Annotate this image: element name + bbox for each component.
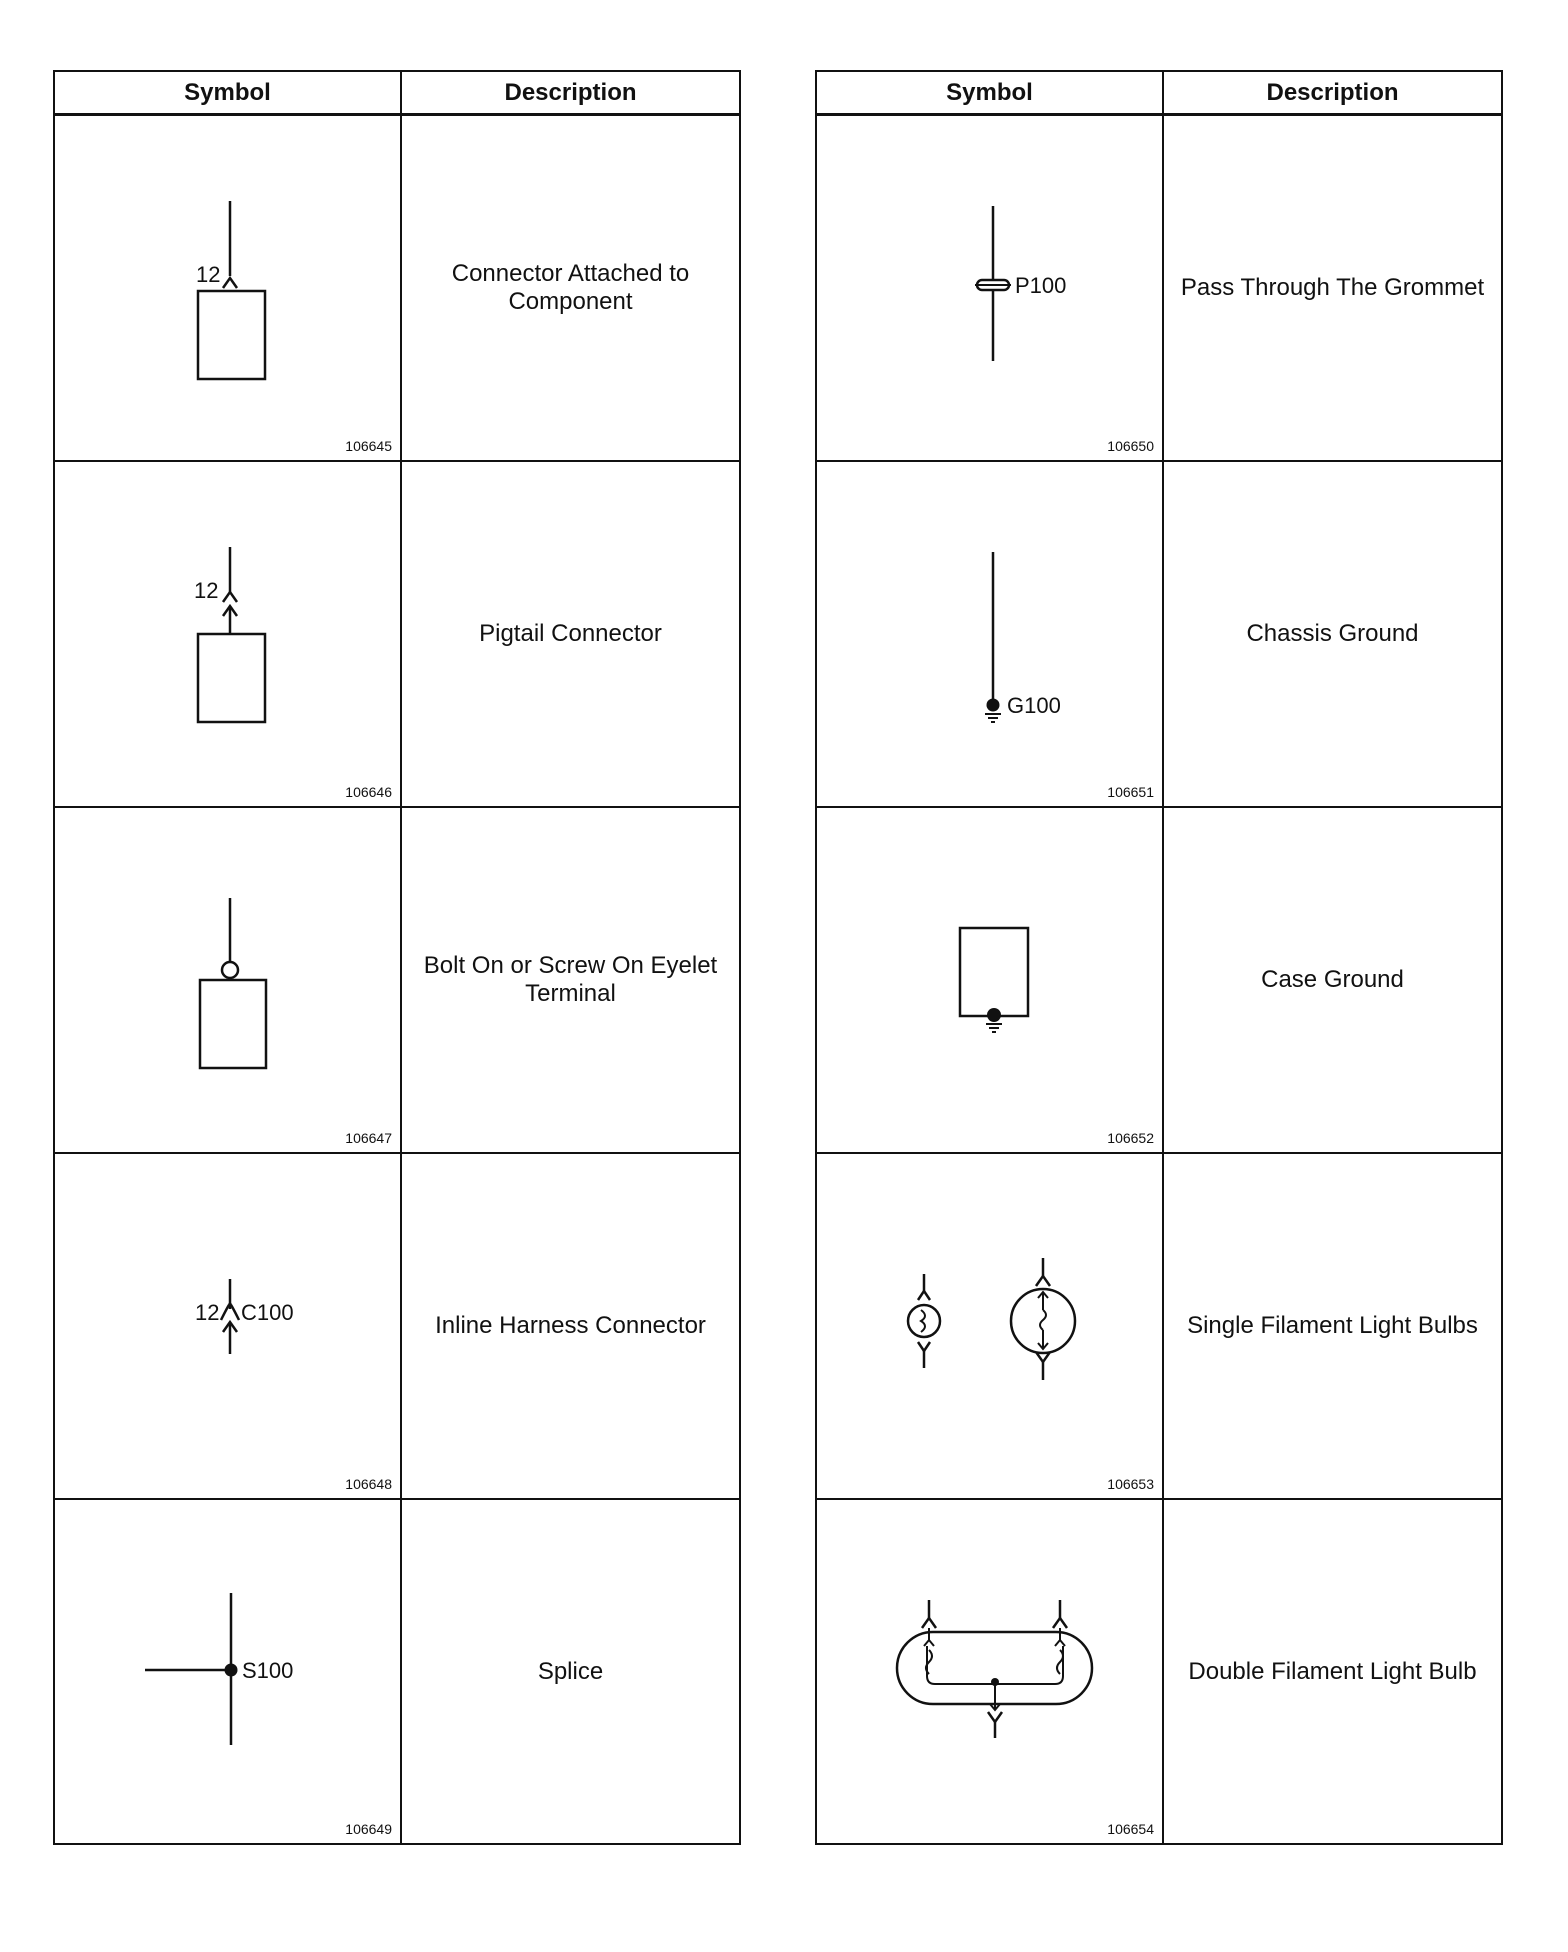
ground-label: G100 [1007, 693, 1061, 718]
figure-code: 106654 [1107, 1821, 1154, 1837]
pin-label: 12 [194, 578, 219, 603]
symbol-cell [817, 462, 1164, 806]
single-filament-bulbs-symbol [817, 1154, 1162, 1498]
symbol-cell [55, 808, 402, 1152]
description-cell: Splice [537, 1657, 604, 1685]
table-row [55, 1154, 739, 1500]
connector-label: C100 [241, 1300, 294, 1325]
table-row [55, 1500, 739, 1843]
splice-label: S100 [242, 1658, 294, 1683]
table-row [817, 116, 1501, 462]
double-filament-bulb-symbol [817, 1500, 1162, 1843]
symbol-cell [817, 1154, 1164, 1498]
symbol-header: Symbol [55, 72, 402, 113]
symbol-cell [817, 1500, 1164, 1843]
figure-code: 106652 [1107, 1130, 1154, 1146]
table-row [817, 808, 1501, 1154]
description-header: Description [504, 78, 637, 106]
connector-attached-symbol [55, 116, 400, 460]
description-cell: Case Ground [1261, 966, 1404, 993]
symbol-cell [55, 462, 402, 806]
grommet-symbol [817, 116, 1162, 460]
description-header: Description [1266, 78, 1399, 106]
table-row [817, 462, 1501, 808]
symbol-cell [817, 116, 1164, 460]
table-row [55, 462, 739, 808]
table-header [817, 72, 1501, 116]
splice-symbol [55, 1500, 400, 1843]
table-row [817, 1500, 1501, 1843]
chassis-ground-symbol [817, 462, 1162, 806]
table-row [55, 116, 739, 462]
pin-label: 12 [195, 1300, 220, 1325]
symbol-cell [55, 1154, 402, 1498]
symbol-cell [55, 116, 402, 460]
case-ground-symbol [817, 808, 1162, 1152]
description-cell: Bolt On or Screw On Eyelet Terminal [423, 952, 718, 1007]
table-header [55, 72, 739, 116]
figure-code: 106650 [1107, 438, 1154, 454]
figure-code: 106645 [345, 438, 392, 454]
inline-harness-connector-symbol [55, 1154, 400, 1498]
grommet-label: P100 [1015, 273, 1067, 298]
symbol-cell [817, 808, 1164, 1152]
description-cell: Inline Harness Connector [435, 1312, 706, 1339]
symbol-cell [55, 1500, 402, 1843]
left-symbol-table [53, 70, 741, 1845]
symbol-header: Symbol [817, 72, 1164, 113]
figure-code: 106648 [345, 1476, 392, 1492]
description-cell: Pigtail Connector [479, 620, 662, 647]
pin-label: 12 [196, 262, 221, 287]
figure-code: 106646 [345, 784, 392, 800]
description-cell: Double Filament Light Bulb [1188, 1657, 1477, 1685]
description-cell: Single Filament Light Bulbs [1187, 1312, 1478, 1339]
description-cell: Chassis Ground [1246, 620, 1419, 647]
table-row [55, 808, 739, 1154]
figure-code: 106649 [345, 1821, 392, 1837]
figure-code: 106647 [345, 1130, 392, 1146]
eyelet-terminal-symbol [55, 808, 400, 1152]
figure-code: 106653 [1107, 1476, 1154, 1492]
description-cell: Connector Attached to Component [451, 260, 690, 315]
table-row [817, 1154, 1501, 1500]
figure-code: 106651 [1107, 784, 1154, 800]
description-cell: Pass Through The Grommet [1180, 274, 1485, 301]
right-symbol-table [815, 70, 1503, 1845]
pigtail-connector-symbol [55, 462, 400, 806]
